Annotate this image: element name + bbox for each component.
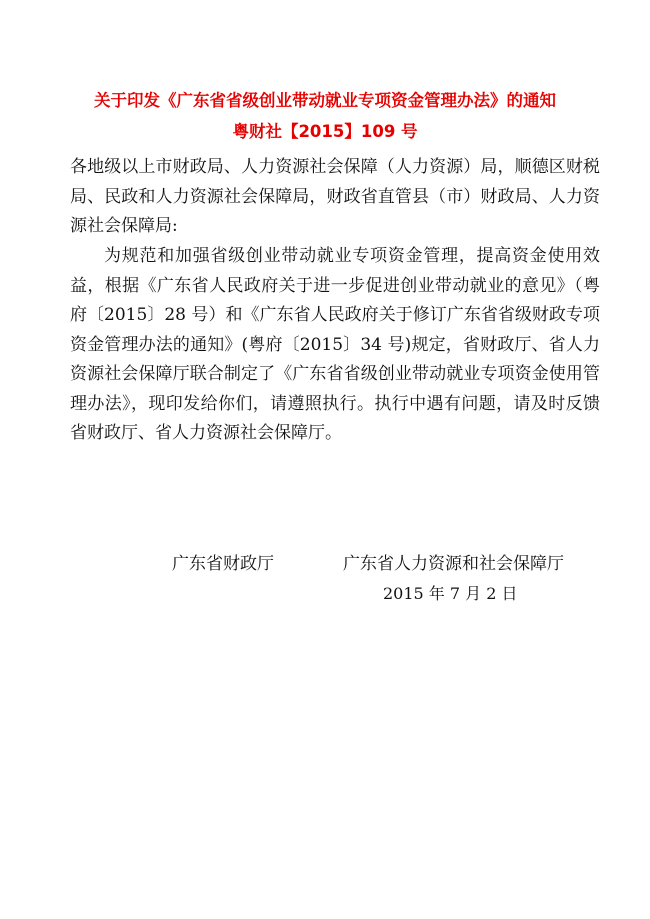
body-paragraph: 为规范和加强省级创业带动就业专项资金管理，提高资金使用效益，根据《广东省人民政府关于进一步促进创业带动就业的意见》（粤府〔2015〕28 号）和《广东省人民政府关于修订广东省省级财政专项资金管理办法的通知》(粤府〔2015〕34 号)规定，省财政厅、省人力资源社会保障厅联合制定了《广东省省级创业带动就业专项资金使用管理办法》，现印发给你们，请遵照执行。执行中遇有问题，请及时反馈省财政厅、省人力资源社会保障厅。: [70, 246, 600, 443]
document-number: 粤财社【2015】109 号: [232, 122, 418, 141]
signer-hr-department: 广东省人力资源和社会保障厅: [343, 554, 564, 574]
signer-finance-department: 广东省财政厅: [172, 554, 274, 574]
document-title: 关于印发《广东省省级创业带动就业专项资金管理办法》的通知: [94, 91, 556, 110]
document-date: 2015 年 7 月 2 日: [383, 584, 518, 603]
salutation: 各地级以上市财政局、人力资源社会保障（人力资源）局，顺德区财税局、民政和人力资源社会保障局，财政省直管县（市）财政局、人力资源社会保障局:: [70, 157, 600, 236]
